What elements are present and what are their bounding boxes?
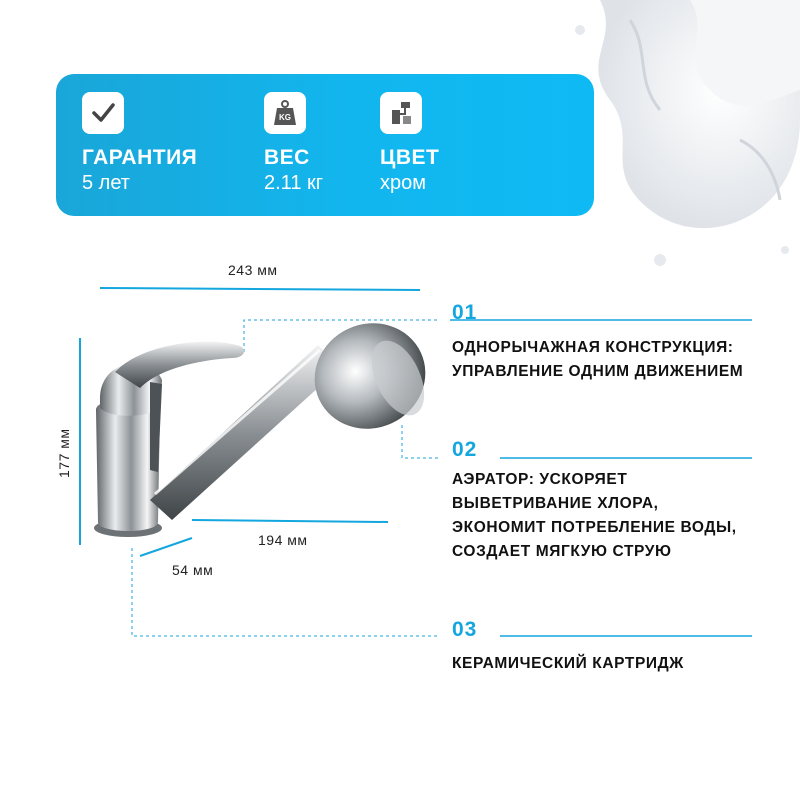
spec-label: ГАРАНТИЯ (82, 146, 198, 169)
feature-text: КЕРАМИЧЕСКИЙ КАРТРИДЖ (452, 655, 684, 672)
spec-label: ЦВЕТ (380, 146, 440, 169)
spec-value: 5 лет (82, 172, 130, 194)
feature-number: 02 (452, 438, 478, 461)
feature-text: ОДНОРЫЧАЖНАЯ КОНСТРУКЦИЯ: УПРАВЛЕНИЕ ОДНИМ ДВИЖЕНИЕМ (452, 339, 744, 380)
feature-number: 03 (452, 618, 478, 641)
spec-value: 2.11 кг (264, 172, 324, 194)
dimension-height-label: 177 мм (56, 428, 72, 478)
faucet-image (94, 305, 443, 537)
dimension-base-label: 54 мм (172, 562, 214, 578)
feature-number: 01 (452, 301, 478, 324)
dimension-spout-label: 194 мм (258, 532, 308, 548)
spec-label: ВЕС (264, 146, 310, 169)
weight-icon-text: KG (279, 113, 291, 122)
dimension-width-label: 243 мм (228, 262, 278, 278)
feature-text: АЭРАТОР: УСКОРЯЕТ ВЫВЕТРИВАНИЕ ХЛОРА, ЭКОНОМИТ ПОТРЕБЛЕНИЕ ВОДЫ, СОЗДАЕТ МЯГКУЮ СТРУЮ (452, 471, 737, 560)
spec-value: хром (380, 172, 426, 194)
